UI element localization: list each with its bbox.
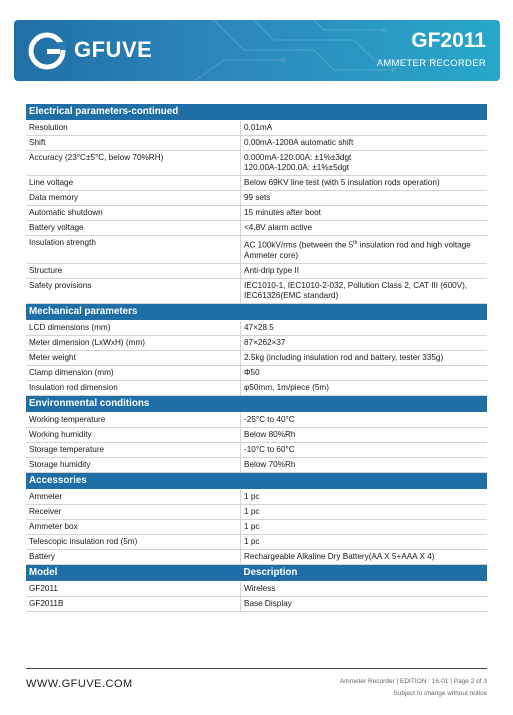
footer-divider xyxy=(26,668,487,669)
row-value: 1 pc xyxy=(241,489,488,504)
row-label: Battery voltage xyxy=(26,221,241,236)
section-header-electrical xyxy=(26,104,487,121)
page-header xyxy=(14,20,500,81)
row-label: Resolution xyxy=(26,121,241,136)
row-value: 87×262×37 xyxy=(241,335,488,350)
row-value: Base Display xyxy=(241,596,488,611)
table-row xyxy=(26,380,487,395)
row-value: Below 70%Rh xyxy=(241,457,488,472)
footer-website-link[interactable]: WWW.GFUVE.COM xyxy=(26,678,133,690)
table-row xyxy=(26,427,487,442)
row-label: Telescopic insulation rod (5m) xyxy=(26,534,241,549)
table-row xyxy=(26,335,487,350)
table-row xyxy=(26,236,487,264)
table-row xyxy=(26,549,487,564)
value-text: insulation rod and high voltage Ammeter core) xyxy=(244,240,471,260)
row-label: Meter weight xyxy=(26,350,241,365)
section-header-mechanical xyxy=(26,303,487,320)
row-value: 1 pc xyxy=(241,534,488,549)
row-label: Structure xyxy=(26,263,241,278)
row-value: 2.5kg (including insulation rod and battery, tester 335g) xyxy=(241,350,488,365)
product-subtitle: AMMETER RECORDER xyxy=(376,58,486,69)
row-value: Anti-drip type II xyxy=(241,263,488,278)
row-value: 1 pc xyxy=(241,519,488,534)
footer-edition: Ammeter Recorder | EDITION : 16-01 | Page 2 of 3 xyxy=(339,678,487,685)
row-label: GF2011 xyxy=(26,581,241,596)
table-row xyxy=(26,206,487,221)
row-label: Clamp dimension (mm) xyxy=(26,365,241,380)
row-label: Receiver xyxy=(26,504,241,519)
specification-table xyxy=(26,104,487,612)
section-header-models xyxy=(26,564,487,581)
footer-notice: Subject to change without notice xyxy=(393,690,487,697)
table-row xyxy=(26,489,487,504)
table-row xyxy=(26,136,487,151)
value-line: 120.00A-1200.0A: ±1%±5dgt xyxy=(244,163,350,172)
row-value: Below 80%Rh xyxy=(241,427,488,442)
column-header-description: Description xyxy=(241,564,488,581)
table-row xyxy=(26,534,487,549)
table-row xyxy=(26,151,487,176)
row-value: IEC1010-1, IEC1010-2-032, Pollution Class 2, CAT III (600V), IEC61326(EMC standard) xyxy=(241,278,488,303)
row-label: LCD dimensions (mm) xyxy=(26,320,241,335)
brand-name: GFUVE xyxy=(74,37,153,62)
section-title: Mechanical parameters xyxy=(26,303,487,320)
row-value xyxy=(241,236,488,264)
row-label: Line voltage xyxy=(26,176,241,191)
row-value: Below 69KV line test (with 5 insulation rods operation) xyxy=(241,176,488,191)
row-label: Accuracy (23°C±5°C, below 70%RH) xyxy=(26,151,241,176)
value-text: AC 100kV/rms (between the 5 xyxy=(244,240,354,250)
row-value: Rechargeable Alkaline Dry Battery(AA X 5+AAA X 4) xyxy=(241,549,488,564)
gfuve-logo-icon xyxy=(28,32,66,70)
row-label: Working temperature xyxy=(26,412,241,427)
column-header-model: Model xyxy=(26,564,241,581)
table-row xyxy=(26,504,487,519)
row-value xyxy=(241,151,488,176)
row-label: Ammeter box xyxy=(26,519,241,534)
section-header-environmental xyxy=(26,395,487,412)
row-value: 47×28.5 xyxy=(241,320,488,335)
table-row xyxy=(26,320,487,335)
row-label: Shift xyxy=(26,136,241,151)
row-value: Φ50 xyxy=(241,365,488,380)
row-label: Automatic shutdown xyxy=(26,206,241,221)
value-superscript: th xyxy=(353,240,358,246)
table-row xyxy=(26,442,487,457)
table-row xyxy=(26,457,487,472)
row-value: Wireless xyxy=(241,581,488,596)
row-label: Insulation rod dimension xyxy=(26,380,241,395)
row-value: φ50mm, 1m/piece (5m) xyxy=(241,380,488,395)
row-value: 1 pc xyxy=(241,504,488,519)
row-label: Meter dimension (LxWxH) (mm) xyxy=(26,335,241,350)
section-title: Electrical parameters-continued xyxy=(26,104,487,121)
section-title: Environmental conditions xyxy=(26,395,487,412)
row-label: Working humidity xyxy=(26,427,241,442)
row-value: 15 minutes after boot xyxy=(241,206,488,221)
row-label: Storage humidity xyxy=(26,457,241,472)
table-row xyxy=(26,519,487,534)
table-row xyxy=(26,350,487,365)
model-title: GF2011 xyxy=(411,29,486,52)
row-label: Insulation strength xyxy=(26,236,241,264)
table-row xyxy=(26,596,487,611)
row-label: Safety provisions xyxy=(26,278,241,303)
section-title: Accessories xyxy=(26,472,487,489)
row-label: Ammeter xyxy=(26,489,241,504)
table-row xyxy=(26,176,487,191)
row-value: <4.8V alarm active xyxy=(241,221,488,236)
row-label: Data memory xyxy=(26,191,241,206)
value-line: 0.000mA-120.00A: ±1%±3dgt xyxy=(244,153,352,162)
table-row xyxy=(26,278,487,303)
row-value: -25°C to 40°C xyxy=(241,412,488,427)
row-value: 0.01mA xyxy=(241,121,488,136)
row-value: -10°C to 60°C xyxy=(241,442,488,457)
table-row xyxy=(26,412,487,427)
section-header-accessories xyxy=(26,472,487,489)
table-row xyxy=(26,263,487,278)
table-row xyxy=(26,221,487,236)
table-row xyxy=(26,365,487,380)
row-label: Battery xyxy=(26,549,241,564)
row-label: Storage temperature xyxy=(26,442,241,457)
row-value: 99 sets xyxy=(241,191,488,206)
table-row xyxy=(26,581,487,596)
table-row xyxy=(26,191,487,206)
row-value: 0.00mA-1200A automatic shift xyxy=(241,136,488,151)
table-row xyxy=(26,121,487,136)
row-label: GF2011B xyxy=(26,596,241,611)
